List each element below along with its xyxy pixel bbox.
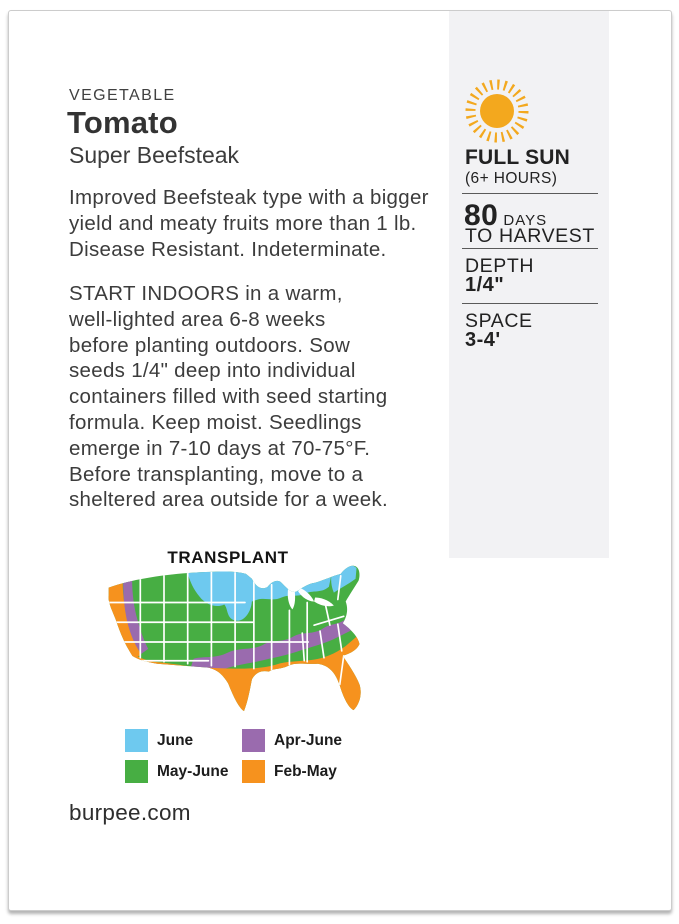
- description-paragraph: [69, 185, 429, 262]
- to-harvest-label: TO HARVEST: [465, 225, 595, 247]
- legend-item: [125, 760, 229, 783]
- instruction-line: well-lighted area 6-8 weeks: [69, 307, 326, 331]
- website-url: burpee.com: [69, 800, 191, 825]
- product-title: Tomato: [67, 105, 178, 140]
- instruction-line: START INDOORS in a warm,: [69, 282, 343, 305]
- instruction-line: before planting outdoors. Sow: [69, 333, 351, 357]
- instruction-line: seeds 1/4" deep into individual: [69, 359, 356, 383]
- legend-label: Feb-May: [274, 762, 337, 780]
- sowing-instructions-paragraph: [69, 281, 388, 513]
- legend-item: [242, 760, 337, 783]
- legend-label: May-June: [157, 762, 229, 780]
- growing-info-sidebar: [449, 11, 609, 558]
- divider: [462, 248, 598, 249]
- days-to-harvest-value: 80: [464, 199, 499, 232]
- legend-label: Apr-June: [274, 731, 343, 749]
- divider: [462, 303, 598, 304]
- divider: [462, 193, 598, 194]
- legend-swatch-apr-june: [242, 729, 265, 752]
- sun-hours-label: (6+ HOURS): [465, 170, 558, 187]
- instruction-line: sheltered area outside for a week.: [69, 488, 389, 512]
- variety-name: Super Beefsteak: [69, 142, 240, 168]
- legend-label: June: [157, 731, 194, 749]
- depth-label: DEPTH: [465, 255, 535, 277]
- sun-icon: [457, 71, 537, 151]
- instruction-line: emerge in 7-10 days at 70-75°F.: [69, 436, 371, 460]
- legend-swatch-june: [125, 729, 148, 752]
- seed-packet-back: [8, 10, 672, 911]
- legend-swatch-feb-may: [242, 760, 265, 783]
- transplant-map-title: TRANSPLANT: [167, 548, 289, 567]
- space-label: SPACE: [465, 310, 533, 332]
- description-line: Disease Resistant. Indeterminate.: [69, 237, 387, 261]
- depth-value: 1/4": [465, 274, 505, 296]
- days-unit-label: DAYS: [503, 212, 548, 229]
- description-line: Improved Beefsteak type with a bigger: [69, 186, 429, 209]
- instruction-line: Before transplanting, move to a: [69, 462, 364, 486]
- space-value: 3-4': [465, 329, 501, 351]
- legend-swatch-may-june: [125, 760, 148, 783]
- legend-item: [242, 729, 342, 752]
- description-line: yield and meaty fruits more than 1 lb.: [69, 211, 417, 235]
- category-label: VEGETABLE: [69, 87, 176, 104]
- instruction-line: formula. Keep moist. Seedlings: [69, 410, 362, 434]
- full-sun-label: FULL SUN: [465, 146, 571, 169]
- us-transplant-map: [93, 562, 393, 720]
- instruction-line: containers filled with seed starting: [69, 385, 388, 409]
- legend-item: [125, 729, 193, 752]
